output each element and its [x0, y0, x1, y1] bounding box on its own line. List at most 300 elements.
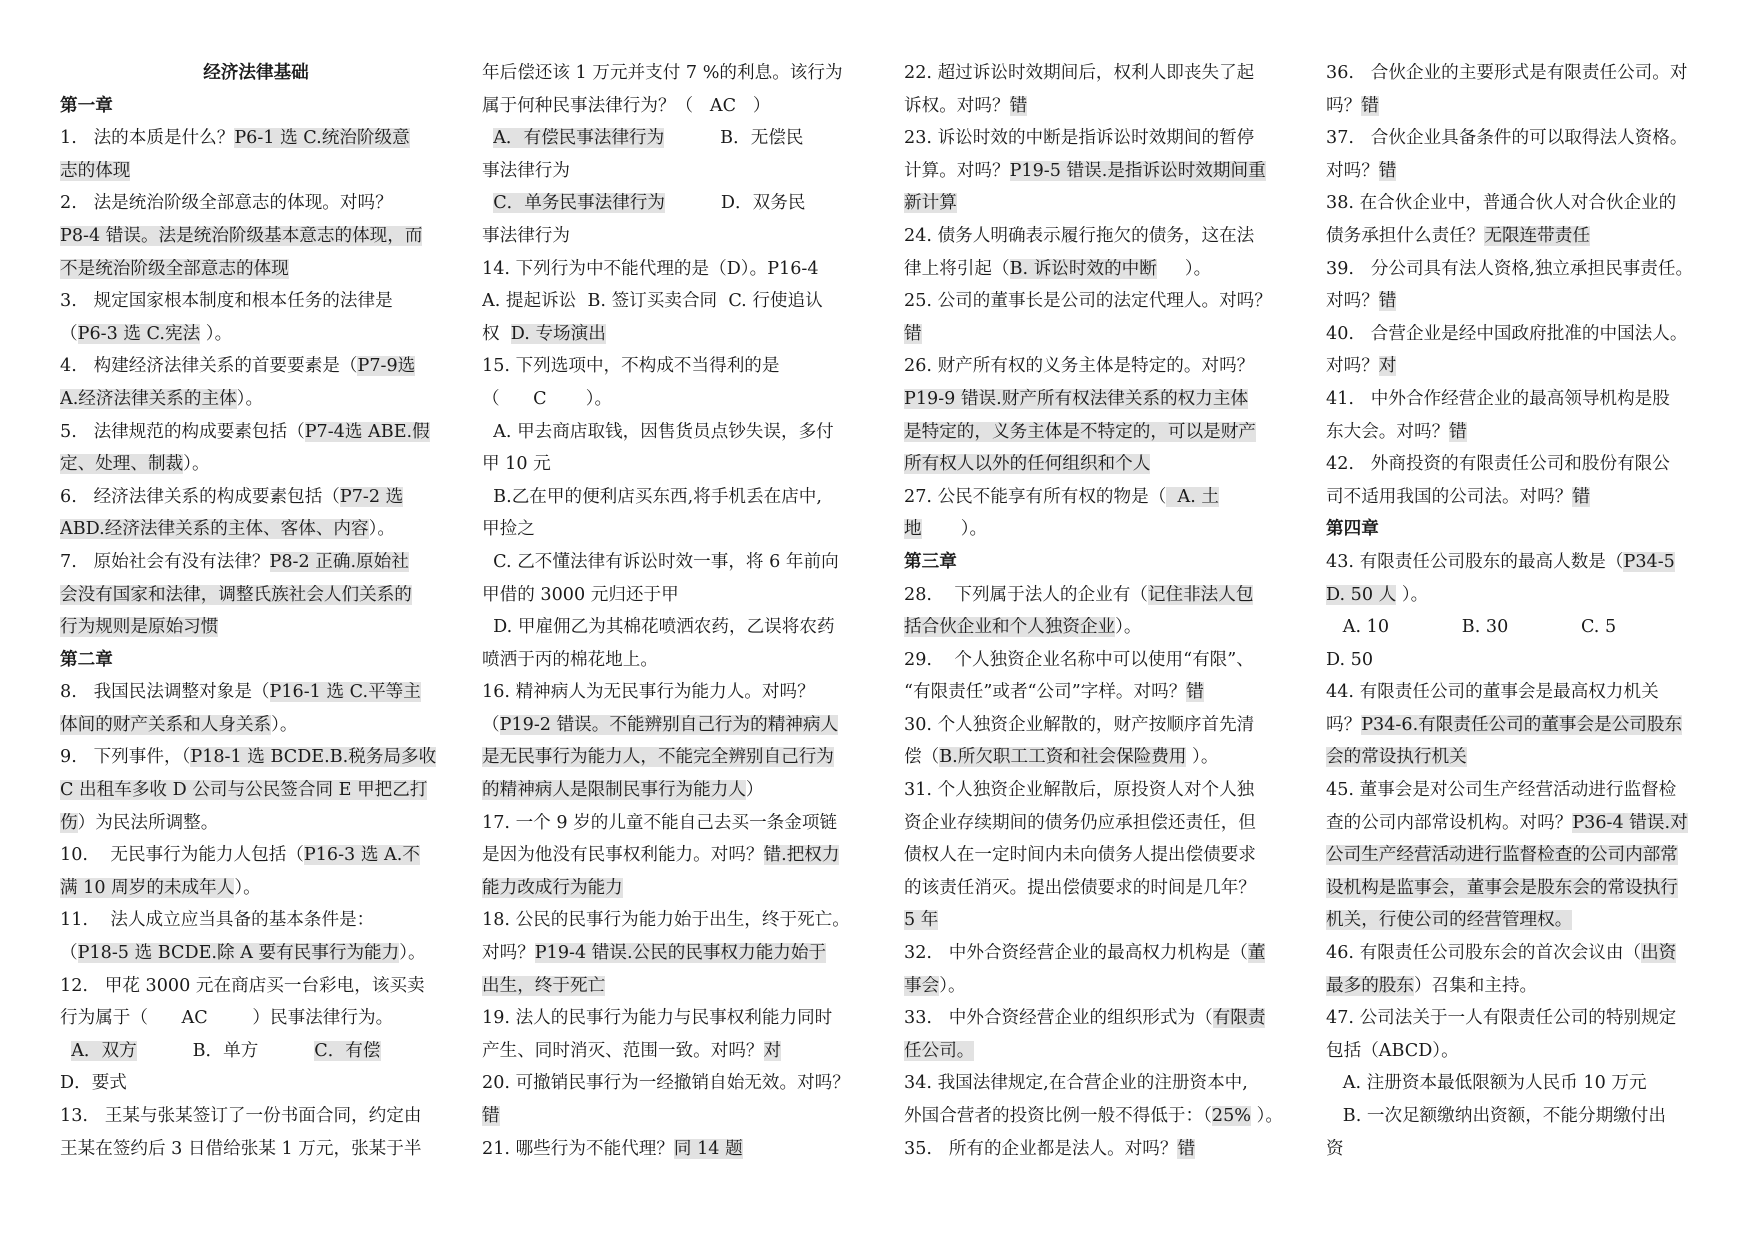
text-line: [904, 122, 1296, 155]
text-line: [60, 1133, 452, 1166]
text-segment: 11. 法人成立应当具备的基本条件是：: [60, 910, 375, 931]
text-segment: 32. 中外合资经营企业的最高权力机构是（: [904, 943, 1248, 964]
text-segment: 38. 在合伙企业中，普通合伙人对合伙企业的: [1326, 193, 1677, 214]
text-segment: 喷洒于丙的棉花地上。: [482, 649, 658, 670]
text-segment: B.乙在甲的便利店买东西,将手机丢在店中,: [482, 486, 822, 507]
text-line: [1326, 741, 1718, 774]
text-segment: D．要式: [60, 1073, 127, 1094]
highlighted-answer: 错: [1361, 95, 1379, 116]
highlighted-answer: C．有偿: [314, 1040, 381, 1061]
text-line: [1326, 1035, 1718, 1068]
text-line: [904, 155, 1296, 188]
text-segment: 1. 法的本质是什么？: [60, 128, 235, 149]
highlighted-answer: P19-5 错误.是指诉讼时效期间重: [1009, 160, 1266, 181]
text-segment: 资企业存续期间的债务仍应承担偿还责任，但: [904, 812, 1256, 833]
text-line: [904, 839, 1296, 872]
text-line: [60, 448, 452, 481]
text-segment: 12. 甲花 3000 元在商店买一台彩电，该买卖: [60, 975, 425, 996]
text-line: [482, 676, 874, 709]
text-segment: ）。: [271, 714, 298, 735]
highlighted-answer: 错: [1177, 1138, 1196, 1159]
text-segment: 属于何种民事法律行为？（ AC ）: [482, 95, 771, 116]
text-segment: D．双务民: [665, 193, 806, 214]
text-segment: 22. 超过诉讼时效期间后，权利人即丧失了起: [904, 63, 1255, 83]
text-segment: 18. 公民的民事行为能力始于出生，终于死亡。: [482, 910, 850, 931]
text-segment: 产生、同时消灭、范围一致。对吗？: [482, 1040, 764, 1061]
highlighted-answer: 无限连带责任: [1484, 225, 1590, 246]
text-segment: ）。: [236, 388, 264, 409]
text-line: [1326, 220, 1718, 253]
text-segment: 债权人在一定时间内未向债务人提出偿债要求: [904, 845, 1256, 866]
text-line: [904, 57, 1296, 90]
text-line: [1326, 970, 1718, 1003]
text-segment: ）。: [1396, 584, 1429, 605]
text-line: [1326, 904, 1718, 937]
text-segment: 包括（ABCD）。: [1326, 1040, 1459, 1061]
text-segment: 39. 分公司具有法人资格,独立承担民事责任。: [1326, 258, 1694, 279]
text-line: [1326, 155, 1718, 188]
text-segment: 律上将引起（: [904, 258, 1010, 279]
text-line: [60, 416, 452, 449]
chapter-heading: [1326, 513, 1718, 546]
text-segment: 对吗？: [1326, 291, 1379, 312]
text-line: [60, 285, 452, 318]
highlighted-answer: 出资: [1641, 943, 1677, 964]
text-segment: [60, 1041, 71, 1061]
text-segment: 23. 诉讼时效的中断是指诉讼时效期间的暂停: [904, 128, 1255, 149]
text-segment: 36. 合伙企业的主要形式是有限责任公司。对: [1326, 63, 1688, 83]
text-segment: 年后偿还该 1 万元并支付 7 %的利息。该行为: [482, 63, 843, 83]
text-line: [482, 1002, 874, 1035]
text-line: [60, 318, 452, 351]
highlighted-answer: P18-5 选 BCDE.除 A 要有民事行为能力: [77, 943, 400, 964]
text-segment: ）。: [1251, 1106, 1283, 1126]
text-segment: 45. 董事会是对公司生产经营活动进行监督检: [1326, 780, 1677, 801]
text-segment: 34. 我国法律规定,在合营企业的注册资本中,: [904, 1073, 1248, 1094]
text-line: [904, 350, 1296, 383]
text-segment: 债务承担什么责任？: [1326, 225, 1485, 246]
text-line: [1326, 839, 1718, 872]
text-line: [482, 1067, 874, 1100]
text-segment: 21. 哪些行为不能代理？: [482, 1138, 674, 1159]
text-segment: ）。: [939, 975, 966, 996]
text-segment: 查的公司内部常设机构。对吗？: [1326, 812, 1573, 833]
text-line: [60, 546, 452, 579]
highlighted-answer: ABD.经济法律关系的主体、客体、内容: [60, 519, 369, 540]
text-segment: 47. 公司法关于一人有限责任公司的特别规定: [1326, 1008, 1677, 1029]
text-segment: 权: [482, 323, 511, 344]
text-line: [904, 937, 1296, 970]
text-segment: B．单方: [136, 1040, 315, 1061]
text-line: [60, 579, 452, 612]
text-segment: 外国合营者的投资比例一般不得低于：（: [904, 1106, 1212, 1126]
highlighted-answer: 伤: [60, 812, 78, 833]
text-line: [904, 481, 1296, 514]
text-line: [60, 513, 452, 546]
text-line: [904, 1035, 1296, 1068]
text-segment: B．无偿民: [664, 128, 804, 149]
highlighted-answer: C 出租车多收 D 公司与公民签合同 E 甲把乙打: [60, 780, 428, 801]
highlighted-answer: 出生，终于死亡: [482, 975, 606, 996]
text-line: [904, 611, 1296, 644]
text-segment: 46. 有限责任公司股东会的首次会议由（: [1326, 943, 1642, 964]
highlighted-answer: 最多的股东: [1326, 975, 1414, 996]
text-line: [60, 350, 452, 383]
highlighted-answer: 能力改成行为能力: [482, 877, 623, 898]
text-line: [60, 253, 452, 286]
text-line: [904, 970, 1296, 1003]
text-line: [482, 839, 874, 872]
text-segment: “有限责任”或者“公司”字样。对吗？: [904, 682, 1187, 703]
highlighted-answer: P19-4 错误.公民的民事权力能力始于: [534, 943, 827, 964]
text-segment: 28. 下列属于法人的企业有（: [904, 584, 1148, 605]
text-line: [482, 155, 874, 188]
text-line: [1326, 676, 1718, 709]
text-line: [482, 709, 874, 742]
text-line: [482, 513, 874, 546]
text-segment: 26. 财产所有权的义务主体是特定的。对吗？: [904, 356, 1255, 377]
text-segment: 甲捡之: [482, 519, 535, 540]
text-line: [1326, 546, 1718, 579]
text-segment: 4. 构建经济法律关系的首要要素是（: [60, 356, 358, 377]
highlighted-answer: A．双方: [71, 1040, 137, 1061]
highlighted-answer: 错: [1378, 160, 1397, 181]
text-line: [482, 416, 874, 449]
text-line: [904, 676, 1296, 709]
text-line: [1326, 937, 1718, 970]
text-line: [904, 513, 1296, 546]
text-line: [482, 741, 874, 774]
highlighted-answer: D. 50 人: [1326, 584, 1397, 605]
text-segment: ）。: [183, 454, 210, 475]
text-line: [1326, 872, 1718, 905]
text-line: [904, 220, 1296, 253]
text-segment: 15. 下列选项中，不构成不当得利的是: [482, 356, 780, 377]
text-segment: 31. 个人独资企业解散后，原投资人对个人独: [904, 780, 1255, 801]
text-segment: D. 50: [1326, 649, 1374, 670]
text-line: [60, 220, 452, 253]
text-line: [904, 644, 1296, 677]
text-segment: 第一章: [60, 94, 113, 116]
text-segment: 东大会。对吗？: [1326, 421, 1450, 442]
highlighted-answer: 事会: [904, 975, 940, 996]
highlighted-answer: 定、处理、制裁: [60, 454, 184, 475]
highlighted-answer: P19-2 错误。不能辨别自己行为的精神病人: [499, 714, 839, 735]
text-segment: 吗？: [1326, 95, 1362, 116]
column-3: [904, 57, 1296, 1165]
text-segment: （: [60, 323, 78, 344]
text-line: [60, 1067, 452, 1100]
highlighted-answer: 错.把权力: [763, 845, 840, 866]
highlighted-answer: 错: [1009, 95, 1028, 116]
text-line: [904, 579, 1296, 612]
highlighted-answer: 同 14 题: [673, 1138, 743, 1159]
text-line: [60, 187, 452, 220]
text-segment: ）召集和主持。: [1413, 975, 1538, 996]
highlighted-answer: 是特定的，义务主体是不特定的，可以是财产: [904, 421, 1256, 442]
text-line: [482, 644, 874, 677]
text-line: [482, 350, 874, 383]
text-segment: 44. 有限责任公司的董事会是最高权力机关: [1326, 682, 1659, 703]
highlighted-answer: P7-4选 ABE.假: [304, 421, 430, 442]
text-line: [60, 937, 452, 970]
highlighted-answer: 董: [1247, 943, 1266, 964]
text-line: [60, 122, 452, 155]
text-segment: 33. 中外合资经营企业的组织形式为（: [904, 1008, 1213, 1029]
text-segment: 7. 原始社会有没有法律？: [60, 551, 270, 572]
text-segment: 19. 法人的民事行为能力与民事权利能力同时: [482, 1008, 833, 1029]
highlighted-answer: 错: [1186, 682, 1204, 703]
text-line: [60, 155, 452, 188]
text-line: [904, 448, 1296, 481]
text-line: [482, 872, 874, 905]
text-line: [60, 774, 452, 807]
text-segment: 8. 我国民法调整对象是（: [60, 682, 270, 703]
highlighted-answer: 错: [1572, 486, 1590, 507]
highlighted-answer: 志的体现: [60, 160, 131, 181]
highlighted-answer: 的精神病人是限制民事行为能力人: [482, 780, 746, 801]
text-line: [1326, 253, 1718, 286]
text-segment: ）。: [1186, 747, 1219, 768]
text-line: [904, 1002, 1296, 1035]
text-line: [482, 611, 874, 644]
highlighted-answer: 对: [1378, 356, 1397, 377]
highlighted-answer: B.所欠职工工资和社会保险费用: [939, 747, 1187, 768]
text-line: [482, 383, 874, 416]
text-segment: 37. 合伙企业具备条件的可以取得法人资格。: [1326, 128, 1688, 149]
text-segment: 10. 无民事行为能力人包括（: [60, 845, 304, 866]
text-line: [60, 709, 452, 742]
text-segment: 偿（: [904, 747, 940, 768]
text-segment: 6. 经济法律关系的构成要素包括（: [60, 486, 340, 507]
text-line: [482, 904, 874, 937]
highlighted-answer: P8-4 错误。法是统治阶级基本意志的体现，而: [60, 225, 423, 246]
text-line: [1326, 807, 1718, 840]
text-line: [1326, 383, 1718, 416]
text-segment: 40. 合营企业是经中国政府批准的中国法人。: [1326, 323, 1688, 344]
text-line: [60, 611, 452, 644]
text-line: [1326, 285, 1718, 318]
text-segment: ）为民法所调整。: [77, 812, 219, 833]
text-line: [904, 253, 1296, 286]
text-segment: A. 注册资本最低限额为人民币 10 万元: [1326, 1073, 1647, 1094]
text-segment: ）。: [921, 519, 988, 540]
text-segment: 是因为他没有民事权利能力。对吗？: [482, 845, 764, 866]
highlighted-answer: 5 年: [904, 910, 939, 931]
text-segment: 2. 法是统治阶级全部意志的体现。对吗？: [60, 193, 393, 214]
text-line: [482, 448, 874, 481]
text-line: [482, 285, 874, 318]
text-line: [1326, 1067, 1718, 1100]
highlighted-answer: P19-9 错误.财产所有权法律关系的权力主体: [904, 388, 1249, 409]
text-segment: A. 提起诉讼 B. 签订买卖合同 C. 行使追认: [482, 291, 823, 312]
text-segment: C. 乙不懂法律有诉讼时效一事，将 6 年前向: [482, 551, 839, 572]
text-line: [904, 1100, 1296, 1133]
text-line: [904, 1133, 1296, 1166]
text-line: [482, 546, 874, 579]
highlighted-answer: P36-4 错误.对: [1572, 812, 1688, 833]
text-segment: 25. 公司的董事长是公司的法定代理人。对吗？: [904, 291, 1272, 312]
text-line: [1326, 122, 1718, 155]
text-line: [904, 90, 1296, 123]
text-segment: 29. 个人独资企业名称中可以使用“有限”、: [904, 649, 1254, 670]
text-segment: 经济法律基础: [203, 62, 309, 83]
highlighted-answer: P7-2 选: [339, 486, 404, 507]
text-segment: 的该责任消灭。提出偿债要求的时间是几年？: [904, 877, 1256, 898]
text-segment: ）。: [399, 943, 426, 964]
text-segment: 第四章: [1326, 518, 1379, 540]
text-segment: 甲借的 3000 元归还于甲: [482, 584, 679, 605]
highlighted-answer: 对: [763, 1040, 782, 1061]
text-line: [904, 872, 1296, 905]
highlighted-answer: 体间的财产关系和人身关系: [60, 714, 272, 735]
text-line: [60, 1002, 452, 1035]
highlighted-answer: P16-1 选 C.平等主: [269, 682, 421, 703]
highlighted-answer: P7-9选: [357, 356, 416, 377]
text-line: [1326, 1002, 1718, 1035]
text-line: [482, 970, 874, 1003]
text-line: [60, 481, 452, 514]
highlighted-answer: A．有偿民事法律行为: [493, 128, 665, 149]
text-segment: 吗？: [1326, 714, 1362, 735]
text-line: [1326, 187, 1718, 220]
text-line: [60, 676, 452, 709]
text-line: [1326, 1100, 1718, 1133]
text-segment: 事法律行为: [482, 160, 570, 181]
text-segment: 事法律行为: [482, 225, 570, 246]
text-line: [482, 1035, 874, 1068]
highlighted-answer: 记住非法人包: [1147, 584, 1254, 605]
text-segment: ）。: [368, 519, 396, 540]
highlighted-answer: P8-2 正确.原始社: [269, 551, 409, 572]
highlighted-answer: 有限责: [1212, 1008, 1266, 1029]
text-line: [482, 57, 874, 90]
highlighted-answer: P34-6.有限责任公司的董事会是公司股东: [1361, 714, 1683, 735]
highlighted-answer: 不是统治阶级全部意志的体现: [60, 258, 289, 279]
highlighted-answer: 错: [482, 1106, 500, 1126]
text-line: [482, 1100, 874, 1133]
text-line: [904, 318, 1296, 351]
text-line: [904, 774, 1296, 807]
highlighted-answer: P16-3 选 A.不: [303, 845, 420, 866]
document-title: [60, 57, 452, 90]
text-segment: 对吗？: [482, 943, 535, 964]
text-segment: （: [60, 943, 78, 964]
highlighted-answer: 任公司。: [904, 1040, 975, 1061]
text-segment: 对吗？: [1326, 356, 1379, 377]
highlighted-answer: 括合伙企业和个人独资企业: [904, 617, 1116, 638]
highlighted-answer: A. 土: [1166, 486, 1219, 507]
text-line: [60, 1100, 452, 1133]
text-line: [1326, 611, 1718, 644]
highlighted-answer: P34-5: [1623, 551, 1675, 572]
text-line: [1326, 709, 1718, 742]
text-segment: A. 10 B. 30 C. 5: [1326, 617, 1617, 638]
highlighted-answer: D. 专场演出: [510, 323, 606, 344]
text-line: [482, 579, 874, 612]
text-segment: ）。: [1115, 617, 1142, 638]
text-line: [60, 904, 452, 937]
text-line: [60, 1035, 452, 1068]
highlighted-answer: P6-3 选 C.宪法: [77, 323, 201, 344]
text-segment: 24. 债务人明确表示履行拖欠的债务，这在法: [904, 225, 1255, 246]
text-line: [60, 872, 452, 905]
text-segment: 诉权。对吗？: [904, 95, 1010, 116]
highlighted-answer: 错: [1449, 421, 1467, 442]
text-line: [482, 253, 874, 286]
text-line: [1326, 57, 1718, 90]
text-segment: 42. 外商投资的有限责任公司和股份有限公: [1326, 454, 1670, 475]
text-segment: 甲 10 元: [482, 454, 551, 475]
text-segment: 16. 精神病人为无民事行为能力人。对吗？: [482, 682, 815, 703]
text-segment: 9. 下列事件，（: [60, 747, 191, 768]
text-line: [482, 774, 874, 807]
text-segment: B. 一次足额缴纳出资额，不能分期缴付出: [1326, 1106, 1666, 1126]
text-segment: 30. 个人独资企业解散的，财产按顺序首先清: [904, 714, 1255, 735]
text-line: [1326, 318, 1718, 351]
text-segment: 17. 一个 9 岁的儿童不能自己去买一条金项链: [482, 812, 838, 833]
text-line: [60, 741, 452, 774]
text-segment: 行为属于（ AC ）民事法律行为。: [60, 1008, 394, 1029]
text-line: [1326, 644, 1718, 677]
column-4: [1326, 57, 1718, 1165]
text-segment: 14. 下列行为中不能代理的是（D）。P16-4: [482, 258, 819, 279]
text-segment: ）。: [234, 877, 261, 898]
highlighted-answer: 新计算: [904, 193, 957, 214]
highlighted-answer: 公司生产经营活动进行监督检查的公司内部常: [1326, 845, 1678, 866]
text-line: [904, 416, 1296, 449]
text-segment: 35. 所有的企业都是法人。对吗？: [904, 1138, 1178, 1159]
highlighted-answer: 是无民事行为能力人，不能完全辨别自己行为: [482, 747, 834, 768]
text-line: [482, 1133, 874, 1166]
text-line: [904, 383, 1296, 416]
text-segment: 41. 中外合作经营企业的最高领导机构是股: [1326, 388, 1670, 409]
text-segment: [482, 128, 493, 148]
text-line: [60, 970, 452, 1003]
text-line: [904, 285, 1296, 318]
text-segment: 司不适用我国的公司法。对吗？: [1326, 486, 1573, 507]
text-line: [904, 709, 1296, 742]
text-line: [1326, 448, 1718, 481]
highlighted-answer: P6-1 选 C.统治阶级意: [234, 128, 410, 149]
text-segment: 27. 公民不能享有所有权的物是（: [904, 486, 1167, 507]
text-line: [904, 807, 1296, 840]
text-line: [1326, 350, 1718, 383]
text-line: [904, 904, 1296, 937]
text-line: [482, 318, 874, 351]
text-segment: 第二章: [60, 648, 113, 670]
highlighted-answer: 错: [904, 323, 922, 344]
text-line: [1326, 774, 1718, 807]
text-segment: ）。: [200, 323, 233, 344]
text-segment: 第三章: [904, 550, 957, 572]
highlighted-answer: C．单务民事法律行为: [493, 193, 665, 214]
highlighted-answer: A.经济法律关系的主体: [60, 388, 237, 409]
text-line: [482, 807, 874, 840]
text-segment: 资: [1326, 1138, 1344, 1159]
highlighted-answer: 会没有国家和法律，调整氏族社会人们关系的: [60, 584, 412, 605]
text-line: [482, 481, 874, 514]
text-segment: D. 甲雇佣乙为其棉花喷洒农药，乙误将农药: [482, 617, 835, 638]
highlighted-answer: 行为规则是原始习惯: [60, 617, 219, 638]
text-line: [904, 741, 1296, 774]
chapter-heading: [60, 644, 452, 677]
text-line: [482, 187, 874, 220]
highlighted-answer: 地: [904, 519, 922, 540]
text-line: [60, 383, 452, 416]
highlighted-answer: 25%: [1211, 1106, 1251, 1126]
text-segment: 王某在签约后 3 日借给张某 1 万元，张某于半: [60, 1138, 422, 1159]
